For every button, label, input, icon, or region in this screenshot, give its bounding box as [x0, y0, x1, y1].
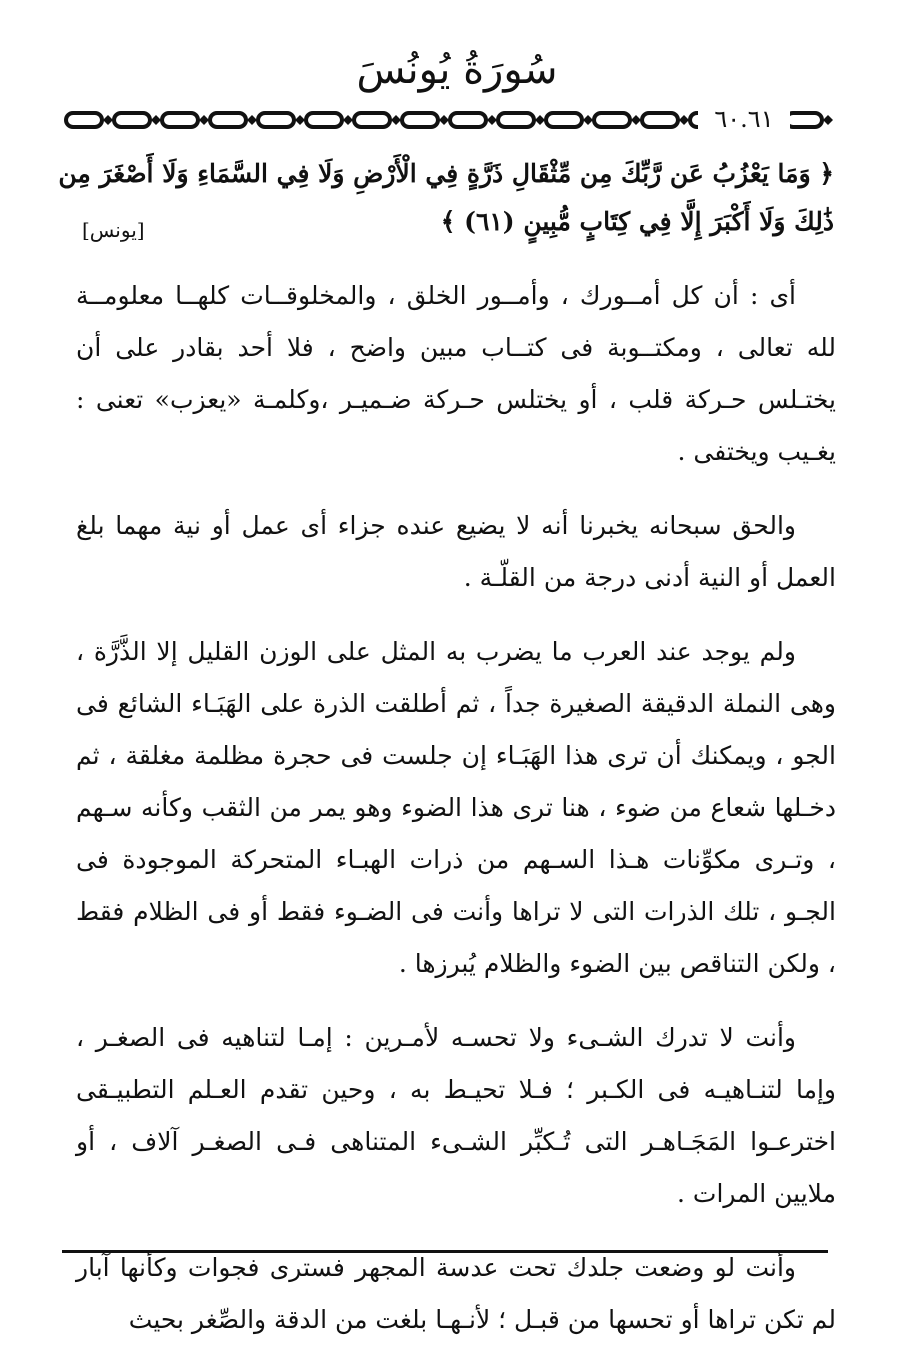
ornament-oval: [210, 113, 246, 127]
ornament-diamond: [343, 115, 353, 125]
verse-line-1: ﴿ وَمَا يَعْزُبُ عَن رَّبِّكَ مِن مِّثْقَالِ ذَرَّةٍ فِي الْأَرْضِ وَلَا فِي السَّمَاءِ وَلَا أَصْغَرَ مِن: [58, 159, 834, 188]
ornament-diamond: [823, 115, 833, 125]
bottom-divider: [62, 1250, 828, 1253]
ornament-oval: [306, 113, 342, 127]
ornament-oval: [162, 113, 198, 127]
paragraph: والحق سبحانه يخبرنا أنه لا يضيع عنده جزاء أى عمل أو نية مهما بلغ العمل أو النية أدنى درجة من القلّـة .: [76, 511, 836, 592]
ornament-oval: [546, 113, 582, 127]
ornament-diamond: [679, 115, 689, 125]
ornament-diamond: [631, 115, 641, 125]
ornament-diamond: [295, 115, 305, 125]
paragraph: وأنت لو وضعت جلدك تحت عدسة المجهر فسترى فجوات وكأنها آبار لم تكن تراها أو تحسها من قبـل ؛ لأنـهـا بلغت من الدقة والصِّغر بحيث: [76, 1253, 836, 1334]
ornament-oval: [114, 113, 150, 127]
ornament-diamond: [247, 115, 257, 125]
ornament-oval: [498, 113, 534, 127]
paragraph: وأنت لا تدرك الشـىء ولا تحسـه لأمـرين : إمـا لتناهيه فى الصغـر ، وإما لتنـاهيـه فى الكـبر ؛ فـلا تحيـط به ، وحين تقدم العـلم التطبيـقى اخترعـوا المَجَـاهـر التى تُـكبِّر الشـىء المتناهى فـى الصغـر آلاف ، أو ملايين المرات .: [76, 1023, 836, 1208]
ornament-oval: [786, 113, 822, 127]
verse-line-2: ذَٰلِكَ وَلَا أَكْبَرَ إِلَّا فِي كِتَابٍ مُّبِينٍ (٦١) ﴾: [440, 207, 834, 236]
ornament-diamond: [487, 115, 497, 125]
ornament-diamond: [583, 115, 593, 125]
quran-verse: [58, 150, 834, 246]
ornament-diamond: [391, 115, 401, 125]
ornament-oval: [402, 113, 438, 127]
verse-reference: [يونس]: [82, 218, 145, 242]
verse-range-number: ٦٠.٦١: [698, 104, 790, 134]
ornament-diamond: [103, 115, 113, 125]
ornament-oval: [354, 113, 390, 127]
ornament-oval: [258, 113, 294, 127]
surah-title: سُورَةُ يُونُسَ: [356, 47, 558, 93]
ornament-oval: [642, 113, 678, 127]
ornament-diamond: [199, 115, 209, 125]
ornament-diamond: [439, 115, 449, 125]
ornament-oval: [450, 113, 486, 127]
ornament-oval: [594, 113, 630, 127]
paragraph: أى : أن كل أمــورك ، وأمــور الخلق ، والمخلوقــات كلهــا معلومــة لله تعالى ، ومكتــوبة فى كتــاب مبين واضح ، فلا أحد بقادر على أن يختـلس حـركة قلب ، أو يختلس حـركة ضـميـر ،وكلمـة «يعزب» تعنى : يغـيب ويختفى .: [76, 281, 836, 466]
commentary-text: [76, 270, 836, 1368]
ornament-oval: [66, 113, 102, 127]
ornament-diamond: [535, 115, 545, 125]
ornament-diamond: [151, 115, 161, 125]
paragraph: ولم يوجد عند العرب ما يضرب به المثل على الوزن القليل إلا الذَّرَّة ، وهى النملة الدقيقة الصغيرة جداً ، ثم أطلقت الذرة على الهَبَـاء الشائع فى الجو ، ويمكنك أن ترى هذا الهَبَـاء إن جلست فى حجرة مظلمة مغلقة ، ثم دخـلها شعاع من ضوء ، هنا ترى هذا الضوء وهو يمر من الثقب وكأنه سـهم ، وتـرى مكوِّنات هـذا السـهم من ذرات الهبـاء المتحركة الموجودة فى الجـو ، تلك الذرات التى لا تراها وأنت فى الضـوء فقط أو فى الظلام فقط ، ولكن التناقص بين الضوء والظلام يُبرزها .: [76, 637, 836, 978]
